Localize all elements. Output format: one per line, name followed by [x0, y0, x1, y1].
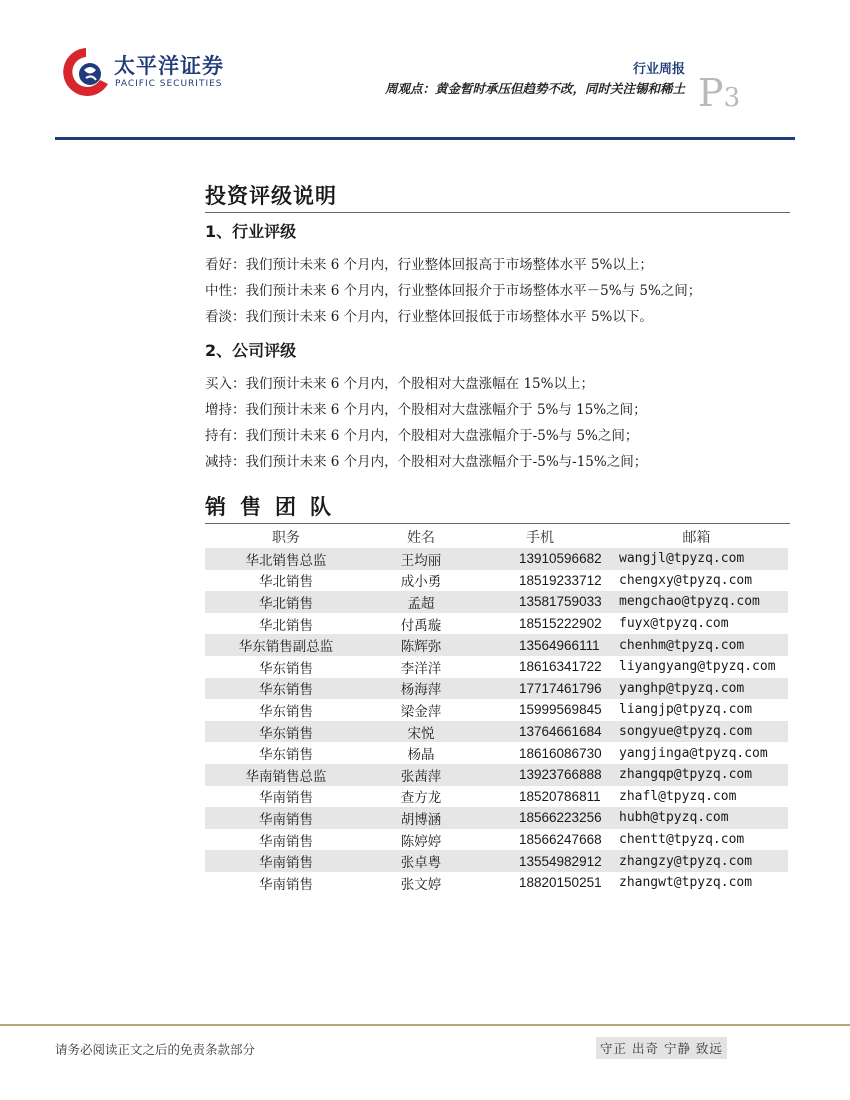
table-row [205, 656, 788, 678]
cell-name: 杨晶 [407, 747, 435, 764]
cell-phone: 13923766888 [475, 764, 605, 786]
industry-rating-line: 中性：我们预计未来 6 个月内，行业整体回报介于市场整体水平－5%与 5%之间； [205, 283, 702, 299]
column-header-role: 职务 [272, 530, 300, 546]
cell-name: 付禹璇 [400, 617, 442, 634]
cell-role: 华南销售 [259, 876, 313, 893]
company-rating-list [205, 371, 790, 475]
sales-team-table [205, 526, 788, 894]
cell-email: chenhm@tpyzq.com [605, 634, 788, 656]
cell-phone: 18515222902 [519, 616, 602, 632]
table-row [205, 699, 788, 721]
cell-role: 华北销售 [259, 617, 313, 634]
cell-phone: 18519233712 [519, 572, 602, 588]
cell-phone: 13910596682 [475, 548, 605, 570]
table-row [205, 721, 788, 743]
cell-phone: 18616341722 [519, 659, 602, 675]
cell-email: hubh@tpyzq.com [605, 807, 788, 829]
footer-motto: 守正 出奇 宁静 致远 [596, 1037, 727, 1059]
column-header-name: 姓名 [407, 530, 435, 546]
cell-name: 宋悦 [367, 721, 475, 743]
main-content [205, 180, 790, 894]
table-row [205, 591, 788, 613]
cell-email: yangjinga@tpyzq.com [619, 745, 768, 761]
cell-phone: 13554982912 [475, 850, 605, 872]
logo-chinese-name: 太平洋证券 [114, 54, 224, 78]
cell-role: 华南销售 [259, 833, 313, 850]
cell-role: 华北销售 [205, 591, 367, 613]
cell-name: 陈辉弥 [367, 634, 475, 656]
rating-section-title: 投资评级说明 [205, 180, 790, 213]
cell-name: 王均丽 [367, 548, 475, 570]
industry-rating-line: 看好：我们预计未来 6 个月内，行业整体回报高于市场整体水平 5%以上； [205, 257, 653, 273]
cell-role: 华南销售总监 [205, 764, 367, 786]
cell-name: 张茜萍 [367, 764, 475, 786]
report-title: 周观点：黄金暂时承压但趋势不改，同时关注锡和稀土 [384, 81, 685, 96]
cell-role: 华东销售 [259, 660, 313, 677]
cell-email: zhafl@tpyzq.com [619, 788, 737, 804]
cell-role: 华东销售 [205, 721, 367, 743]
table-row [205, 548, 788, 570]
cell-name: 胡博涵 [367, 807, 475, 829]
company-rating-line: 买入：我们预计未来 6 个月内，个股相对大盘涨幅在 15%以上； [205, 376, 594, 392]
table-row [205, 829, 788, 851]
cell-role: 华东销售 [259, 747, 313, 764]
table-row [205, 678, 788, 700]
cell-phone: 18616086730 [519, 745, 602, 761]
footer-disclaimer: 请务必阅读正文之后的免责条款部分 [55, 1042, 256, 1057]
page-prefix: P [698, 71, 724, 115]
cell-role: 华南销售 [205, 807, 367, 829]
company-rating-line: 减持：我们预计未来 6 个月内，个股相对大盘涨幅介于-5%与-15%之间； [205, 454, 648, 470]
cell-name: 张卓粤 [367, 850, 475, 872]
cell-email: zhangwt@tpyzq.com [619, 875, 753, 891]
table-row [205, 764, 788, 786]
cell-name: 梁金萍 [400, 703, 442, 720]
table-row [205, 570, 788, 592]
header-divider [55, 137, 795, 140]
table-row [205, 742, 788, 764]
table-row [205, 613, 788, 635]
cell-email: songyue@tpyzq.com [605, 721, 788, 743]
cell-role: 华北销售 [259, 574, 313, 591]
cell-email: zhangqp@tpyzq.com [605, 764, 788, 786]
cell-email: liangjp@tpyzq.com [619, 702, 753, 718]
table-row [205, 634, 788, 656]
report-type: 行业周报 [632, 62, 685, 77]
company-rating-line: 持有：我们预计未来 6 个月内，个股相对大盘涨幅介于-5%与 5%之间； [205, 428, 639, 444]
cell-email: wangjl@tpyzq.com [605, 548, 788, 570]
table-header-row [205, 526, 788, 548]
cell-email: zhangzy@tpyzq.com [605, 850, 788, 872]
company-rating-heading: 2、公司评级 [205, 341, 297, 360]
cell-phone: 13581759033 [475, 591, 605, 613]
cell-phone: 15999569845 [519, 702, 602, 718]
cell-email: mengchao@tpyzq.com [605, 591, 788, 613]
cell-phone: 18566223256 [475, 807, 605, 829]
cell-phone: 18566247668 [519, 832, 602, 848]
cell-phone: 13564966111 [475, 634, 605, 656]
cell-role: 华北销售总监 [205, 548, 367, 570]
cell-name: 李洋洋 [400, 660, 442, 677]
cell-name: 陈婷婷 [400, 833, 442, 850]
cell-phone: 18520786811 [519, 788, 601, 804]
cell-name: 成小勇 [400, 574, 442, 591]
cell-name: 张文婷 [400, 876, 442, 893]
table-row [205, 850, 788, 872]
cell-email: chentt@tpyzq.com [619, 832, 745, 848]
table-row [205, 872, 788, 894]
cell-role: 华东销售副总监 [205, 634, 367, 656]
industry-rating-line: 看淡：我们预计未来 6 个月内，行业整体回报低于市场整体水平 5%以下。 [205, 309, 653, 325]
cell-email: liyangyang@tpyzq.com [619, 659, 776, 675]
column-header-phone: 手机 [526, 530, 554, 546]
industry-rating-list [205, 252, 790, 330]
cell-name: 孟超 [367, 591, 475, 613]
cell-email: chengxy@tpyzq.com [619, 572, 753, 588]
cell-email: fuyx@tpyzq.com [619, 616, 729, 632]
industry-rating-heading: 1、行业评级 [205, 222, 297, 241]
pacific-securities-logo-icon [60, 44, 112, 104]
company-logo [60, 44, 280, 104]
cell-phone: 17717461796 [475, 678, 605, 700]
sales-table-body [205, 548, 788, 894]
cell-phone: 13764661684 [475, 721, 605, 743]
footer-divider [0, 1024, 850, 1026]
logo-english-name: PACIFIC SECURITIES [115, 79, 223, 89]
sales-team-title: 销售团队 [205, 491, 790, 524]
cell-role: 华南销售 [259, 790, 313, 807]
cell-role: 华东销售 [205, 678, 367, 700]
cell-role: 华南销售 [205, 850, 367, 872]
page-number-value: 3 [723, 83, 741, 113]
page-number [698, 71, 741, 115]
cell-email: yanghp@tpyzq.com [605, 678, 788, 700]
cell-role: 华东销售 [259, 703, 313, 720]
cell-name: 查方龙 [400, 790, 442, 807]
cell-phone: 18820150251 [519, 875, 602, 891]
table-row [205, 807, 788, 829]
company-rating-line: 增持：我们预计未来 6 个月内，个股相对大盘涨幅介于 5%与 15%之间； [205, 402, 647, 418]
table-row [205, 786, 788, 808]
column-header-email: 邮箱 [682, 530, 711, 546]
cell-name: 杨海萍 [367, 678, 475, 700]
